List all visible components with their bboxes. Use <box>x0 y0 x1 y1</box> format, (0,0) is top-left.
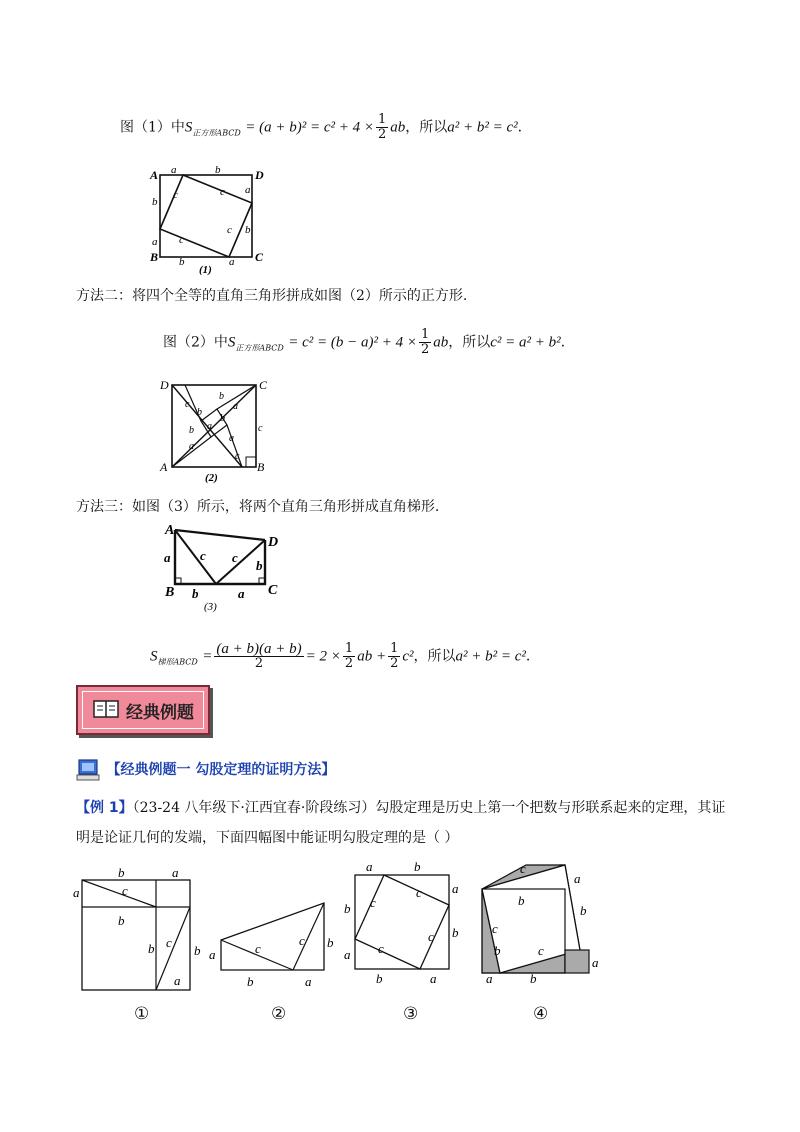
opt1-side-b1: b <box>118 865 125 880</box>
fig2-side-a4: a <box>229 433 234 444</box>
opt1-side-b2: b <box>118 913 125 928</box>
proof2-conclusion-prefix: ，所以 <box>448 334 491 351</box>
fig2-side-c1: c <box>185 399 190 410</box>
option3-figure <box>340 855 470 985</box>
option2-label: ② <box>271 1004 287 1024</box>
proof3-fraction1 <box>343 642 355 671</box>
proof3-main-fraction <box>214 642 303 671</box>
fig1-side-c3: c <box>227 224 232 236</box>
proof1-S: S <box>184 119 193 136</box>
banner-label: 经典例题 <box>126 703 194 723</box>
proof2-fraction <box>419 328 431 357</box>
example-label: 【例 1】 <box>76 800 133 816</box>
proof1-eq-part1: = (a + b)² = c² + 4 × <box>245 119 374 136</box>
proof3-fraction2 <box>388 642 400 671</box>
opt2-side-a1: a <box>209 947 216 962</box>
proof3-eq-mid: = 2 × <box>305 648 341 665</box>
fig1-side-b-bottom: b <box>179 256 185 268</box>
opt1-side-a2: a <box>172 865 179 880</box>
proof3-eq-num: (a + b)(a + b) <box>216 641 302 657</box>
opt4-side-a1: a <box>574 871 581 886</box>
opt3-side-a1: a <box>366 859 373 874</box>
fig2-side-b2: b <box>219 391 224 402</box>
fig3-caption: (3) <box>204 601 217 613</box>
opt3-side-a3: a <box>344 947 351 962</box>
fig2-side-a1: a <box>233 401 238 412</box>
fig2-side-b3: b <box>220 413 225 424</box>
proof3-end: . <box>525 648 531 665</box>
fig1-side-b-right: b <box>245 224 251 236</box>
proof3-eq-c2: c² <box>402 648 414 665</box>
fig1-side-a-top: a <box>171 164 177 176</box>
opt2-side-c1: c <box>255 941 261 956</box>
fig1-vertex-d: D <box>255 168 264 182</box>
opt1-side-c1: c <box>122 883 128 898</box>
figure3 <box>160 520 290 615</box>
opt2-side-c2: c <box>299 933 305 948</box>
opt3-side-c3: c <box>428 929 434 944</box>
proof3-eq-ab: ab + <box>357 648 387 665</box>
fig2-vertex-a: A <box>160 460 168 474</box>
fig1-side-a-bottom: a <box>229 256 235 268</box>
opt2-side-b2: b <box>247 974 254 989</box>
fig3-side-b1: b <box>256 558 263 573</box>
opt3-side-c4: c <box>378 941 384 956</box>
section-banner <box>76 685 210 735</box>
proof2-frac-num: 1 <box>420 327 430 342</box>
fig1-side-c2: c <box>220 186 225 198</box>
proof2-frac-den: 2 <box>420 342 430 357</box>
opt4-side-b1: b <box>518 893 525 908</box>
topic-text: 【经典例题一 勾股定理的证明方法】 <box>106 762 336 778</box>
opt4-side-a2: a <box>592 955 599 970</box>
proof1-S-sub: 正方形ABCD <box>192 128 241 138</box>
proof3-S: S <box>150 648 158 665</box>
opt3-side-b4: b <box>376 971 383 985</box>
option4-label: ④ <box>533 1004 549 1024</box>
opt4-side-b3: b <box>494 943 501 958</box>
fig1-side-a-right: a <box>245 184 251 196</box>
figure2 <box>155 377 275 487</box>
proof2-S-sub: 正方形ABCD <box>235 343 284 353</box>
option3-label: ③ <box>403 1004 419 1024</box>
book-icon <box>92 697 120 721</box>
proof3-line: $S_{梯形ABCD}$ = $\frac{(a + b)(a + b)}{2}$ = 2 × $\frac{1}{2}$ ab + $\frac{1}{2}$ c²，所以a² + b² = c². <box>150 641 531 671</box>
proof1-conclusion-prefix: ，所以 <box>405 119 448 136</box>
proof3-frac-num: 1 <box>344 641 354 656</box>
fig3-side-b2: b <box>192 586 199 601</box>
opt2-side-b1: b <box>327 935 334 950</box>
proof1-end: . <box>517 119 523 136</box>
proof3-conclusion-prefix: ，所以 <box>413 648 456 665</box>
fig1-vertex-a: A <box>150 168 159 182</box>
opt1-side-b4: b <box>194 943 201 958</box>
proof3-S-sub: 梯形ABCD <box>157 657 198 667</box>
proof1-fraction <box>376 113 388 142</box>
opt3-side-b2: b <box>452 925 459 940</box>
proof1-line <box>120 113 522 144</box>
fig3-side-a2: a <box>238 586 245 601</box>
fig1-side-a-left: a <box>152 236 158 248</box>
fig2-side-a2: a <box>207 421 212 432</box>
fig2-side-c2: c <box>258 423 263 434</box>
fig3-vertex-d: D <box>268 535 279 550</box>
fig2-caption: (2) <box>205 472 218 484</box>
proof3-conclusion: a² + b² = c² <box>455 648 526 665</box>
fig2-vertex-d: D <box>160 378 169 392</box>
fig3-vertex-c: C <box>268 583 278 598</box>
method2-text: 方法二：将四个全等的直角三角形拼成如图（2）所示的正方形. <box>76 288 468 304</box>
fig3-side-c1: c <box>200 548 206 563</box>
computer-icon <box>76 758 102 782</box>
example-text-line1: （23-24 八年级下·江西宜春·阶段练习）勾股定理是历史上第一个把数与形联系起来的定理，其证 <box>132 800 726 816</box>
figure1 <box>145 163 265 278</box>
proof1-conclusion: a² + b² = c² <box>447 119 518 136</box>
proof2-prefix: 图（2）中 <box>163 334 228 351</box>
fig3-side-c2: c <box>232 550 238 565</box>
opt4-side-a3: a <box>486 971 493 985</box>
opt3-side-a4: a <box>430 971 437 985</box>
option1-figure <box>70 865 210 995</box>
proof2-eq-part1: = c² = (b − a)² + 4 × <box>288 334 417 351</box>
fig2-side-b4: b <box>189 425 194 436</box>
fig3-vertex-a: A <box>165 523 175 538</box>
option2-figure <box>205 895 345 995</box>
proof3-frac2-num: 1 <box>390 641 399 656</box>
proof2-eq-part2: ab <box>433 334 449 351</box>
proof3-eq-den: 2 <box>254 656 264 671</box>
proof3-frac-den: 2 <box>344 656 354 671</box>
fig2-vertex-c: C <box>259 378 268 392</box>
opt4-side-c3: c <box>538 943 544 958</box>
opt2-side-a2: a <box>305 974 312 989</box>
opt3-side-c2: c <box>416 885 422 900</box>
example-line1 <box>76 798 725 818</box>
proof3-frac2-den: 2 <box>390 656 399 671</box>
fig2-side-a3: a <box>189 441 194 452</box>
fig3-side-a1: a <box>164 550 171 565</box>
proof2-end: . <box>560 334 566 351</box>
method3-text: 方法三：如图（3）所示，将两个直角三角形拼成直角梯形. <box>76 499 440 515</box>
opt4-side-c1: c <box>520 861 526 876</box>
fig1-vertex-b: B <box>150 250 159 264</box>
opt3-side-b1: b <box>414 859 421 874</box>
opt3-side-a2: a <box>452 881 459 896</box>
opt4-side-b4: b <box>530 971 537 985</box>
proof2-S: S <box>227 334 236 351</box>
proof1-eq-part2: ab <box>390 119 406 136</box>
proof1-prefix: 图（1）中 <box>120 119 185 136</box>
fig2-side-b1: b <box>197 407 202 418</box>
fig3-vertex-b: B <box>165 585 175 600</box>
fig2-side-c3: c <box>235 451 240 462</box>
fig2-vertex-b: B <box>257 460 265 474</box>
opt1-side-c2: c <box>166 935 172 950</box>
opt3-side-c1: c <box>370 895 376 910</box>
opt1-side-a1: a <box>73 885 80 900</box>
option4-figure <box>470 855 605 985</box>
proof2-line <box>163 328 565 359</box>
fig1-vertex-c: C <box>255 250 264 264</box>
example-line2: 明是论证几何的发端，下面四幅图中能证明勾股定理的是（ ） <box>76 830 459 846</box>
fig1-side-b-left: b <box>152 196 158 208</box>
proof1-frac-num: 1 <box>377 112 387 127</box>
fig1-side-c4: c <box>179 234 184 246</box>
fig1-side-b-top: b <box>215 164 221 176</box>
opt3-side-b3: b <box>344 901 351 916</box>
opt1-side-a3: a <box>174 973 181 988</box>
proof2-conclusion: c² = a² + b² <box>490 334 561 351</box>
opt1-side-b3: b <box>148 941 155 956</box>
opt4-side-b2: b <box>580 903 587 918</box>
fig1-caption: (1) <box>199 264 212 276</box>
fig1-side-c1: c <box>173 189 178 201</box>
topic-heading <box>76 758 335 782</box>
opt4-side-c2: c <box>492 921 498 936</box>
option1-label: ① <box>134 1004 150 1024</box>
proof1-frac-den: 2 <box>377 127 387 142</box>
